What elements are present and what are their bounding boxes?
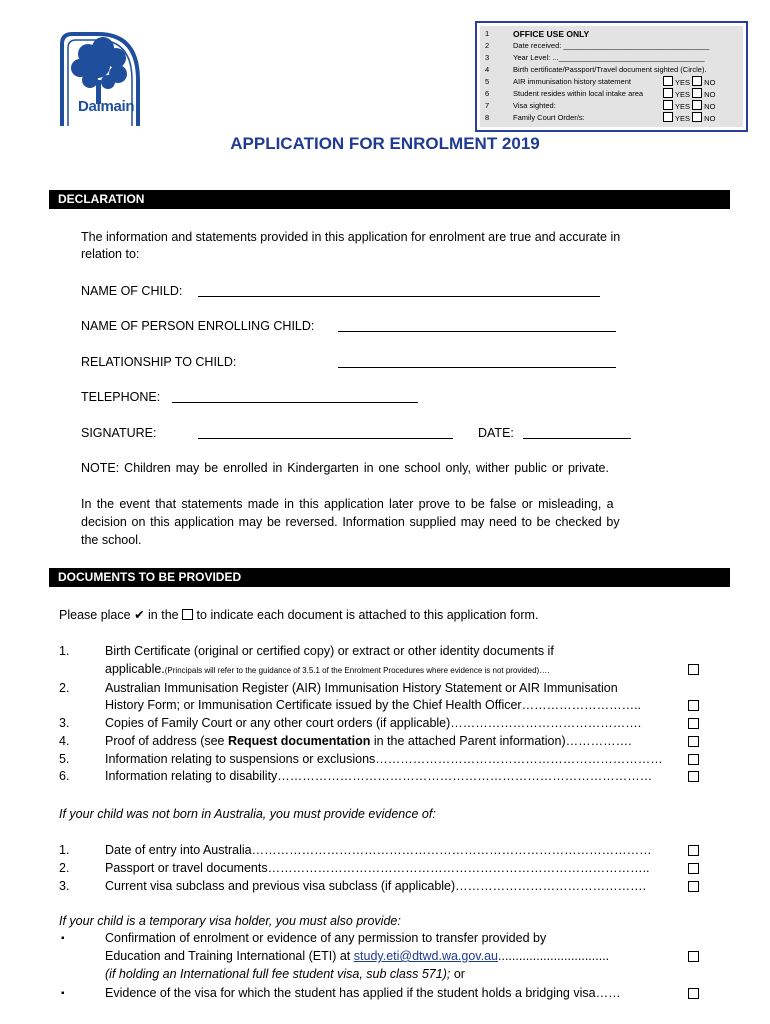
relationship-label: RELATIONSHIP TO CHILD: (81, 355, 237, 369)
documents-header: DOCUMENTS TO BE PROVIDED (49, 568, 730, 587)
name-of-person-field[interactable] (338, 331, 616, 332)
doc-item-5-checkbox[interactable] (688, 754, 699, 765)
name-of-child-field[interactable] (198, 296, 600, 297)
temp-bullet-1-checkbox[interactable] (688, 951, 699, 962)
checkmark-icon: ✔ (134, 608, 145, 622)
evidence-item-3-checkbox[interactable] (688, 881, 699, 892)
temp-bullet-1-line1: Confirmation of enrolment or evidence of any permission to transfer provided by (105, 931, 547, 945)
evidence-item-3: Current visa subclass and previous visa subclass (if applicable)………………………………………. (105, 879, 647, 893)
not-born-heading: If your child was not born in Australia, you must provide evidence of: (59, 807, 436, 821)
office-use-box: 1 OFFICE USE ONLY 2 Date received: ___________________________________ 3 Year Level: ...___________________________________ 4 Birth certificate/Passport/Travel document sighted (Circle). 5 AIR immunisation history statement YES NO 6 Student resides within local intake area YES NO 7 Visa sighted: YES NO 8 Family Court Order/s: YES NO (475, 21, 748, 132)
doc-item-4: Proof of address (see Request documentation in the attached Parent information)……………. (105, 734, 632, 748)
declaration-intro-line2: relation to: (81, 247, 140, 261)
event-line1: In the event that statements made in this application later prove to be false or misleading, a (81, 497, 614, 511)
evidence-item-2-checkbox[interactable] (688, 863, 699, 874)
temp-bullet-1-line2: Education and Training International (ETI) at study.eti@dtwd.wa.gov.au................................ (105, 949, 610, 963)
signature-label: SIGNATURE: (81, 426, 157, 440)
bullet-icon: ▪ (61, 933, 65, 944)
signature-field[interactable] (198, 438, 453, 439)
doc-item-number: 5. (59, 752, 70, 766)
doc-item-1-line1: Birth Certificate (original or certified copy) or extract or other identity documents if (105, 644, 554, 658)
doc-item-5: Information relating to suspensions or exclusions…………………………………………………………… (105, 752, 663, 766)
event-line2: decision on this application may be reversed. Information supplied may need to be checked by (81, 515, 620, 529)
checkbox-icon[interactable] (663, 88, 673, 98)
temp-bullet-2: Evidence of the visa for which the student has applied if the student holds a bridging visa…… (105, 986, 621, 1000)
logo-text: Dalmain (78, 98, 135, 115)
checkbox-icon[interactable] (692, 100, 702, 110)
evidence-item-1: Date of entry into Australia…………………………………………………………………………………… (105, 843, 652, 857)
doc-item-3-checkbox[interactable] (688, 718, 699, 729)
temp-visa-heading: If your child is a temporary visa holder, you must also provide: (59, 914, 401, 928)
evidence-item-number: 2. (59, 861, 70, 875)
doc-item-number: 2. (59, 681, 70, 695)
kindergarten-note: NOTE: Children may be enrolled in Kindergarten in one school only, wither public or private. (81, 461, 609, 475)
temp-bullet-1-line3: (if holding an International full fee student visa, sub class 571); or (105, 967, 465, 981)
name-of-child-label: NAME OF CHILD: (81, 284, 183, 298)
relationship-field[interactable] (338, 367, 616, 368)
doc-item-number: 1. (59, 644, 70, 658)
page-title: APPLICATION FOR ENROLMENT 2019 (230, 134, 540, 153)
doc-item-2-checkbox[interactable] (688, 700, 699, 711)
checkbox-icon[interactable] (663, 112, 673, 122)
evidence-item-2: Passport or travel documents……………………………………………………………………………….. (105, 861, 650, 875)
event-line3: the school. (81, 533, 142, 547)
name-of-person-label: NAME OF PERSON ENROLLING CHILD: (81, 319, 315, 333)
doc-item-1-checkbox[interactable] (688, 664, 699, 675)
evidence-item-1-checkbox[interactable] (688, 845, 699, 856)
evidence-item-number: 1. (59, 843, 70, 857)
doc-item-1-line2: applicable.(Principals will refer to the guidance of 3.5.1 of the Enrolment Procedures where evidence is not provided)…. (105, 662, 550, 676)
telephone-field[interactable] (172, 402, 418, 403)
declaration-header: DECLARATION (49, 190, 730, 209)
date-field[interactable] (523, 438, 631, 439)
doc-item-6-checkbox[interactable] (688, 771, 699, 782)
doc-item-number: 4. (59, 734, 70, 748)
date-label: DATE: (478, 426, 514, 440)
checkbox-icon[interactable] (663, 76, 673, 86)
doc-item-3: Copies of Family Court or any other court orders (if applicable)………………………………………. (105, 716, 642, 730)
evidence-item-number: 3. (59, 879, 70, 893)
checkbox-icon (182, 609, 193, 620)
bullet-icon: ▪ (61, 988, 65, 999)
declaration-intro-line1: The information and statements provided in this application for enrolment are true and accurate in (81, 230, 621, 244)
doc-item-number: 6. (59, 769, 70, 783)
eti-email-link[interactable]: study.eti@dtwd.wa.gov.au (353, 949, 499, 963)
temp-bullet-2-checkbox[interactable] (688, 988, 699, 999)
checkbox-icon[interactable] (692, 112, 702, 122)
doc-item-2-line2: History Form; or Immunisation Certificate issued by the Chief Health Officer……………………….. (105, 698, 642, 712)
please-place-instruction: Please place ✔ in the to indicate each document is attached to this application form. (59, 608, 539, 622)
telephone-label: TELEPHONE: (81, 390, 161, 404)
checkbox-icon[interactable] (692, 76, 702, 86)
doc-item-6: Information relating to disability……………………………………………………………………………… (105, 769, 653, 783)
doc-item-number: 3. (59, 716, 70, 730)
checkbox-icon[interactable] (663, 100, 673, 110)
doc-item-2-line1: Australian Immunisation Register (AIR) Immunisation History Statement or AIR Immunisation (105, 681, 618, 695)
checkbox-icon[interactable] (692, 88, 702, 98)
doc-item-4-checkbox[interactable] (688, 736, 699, 747)
